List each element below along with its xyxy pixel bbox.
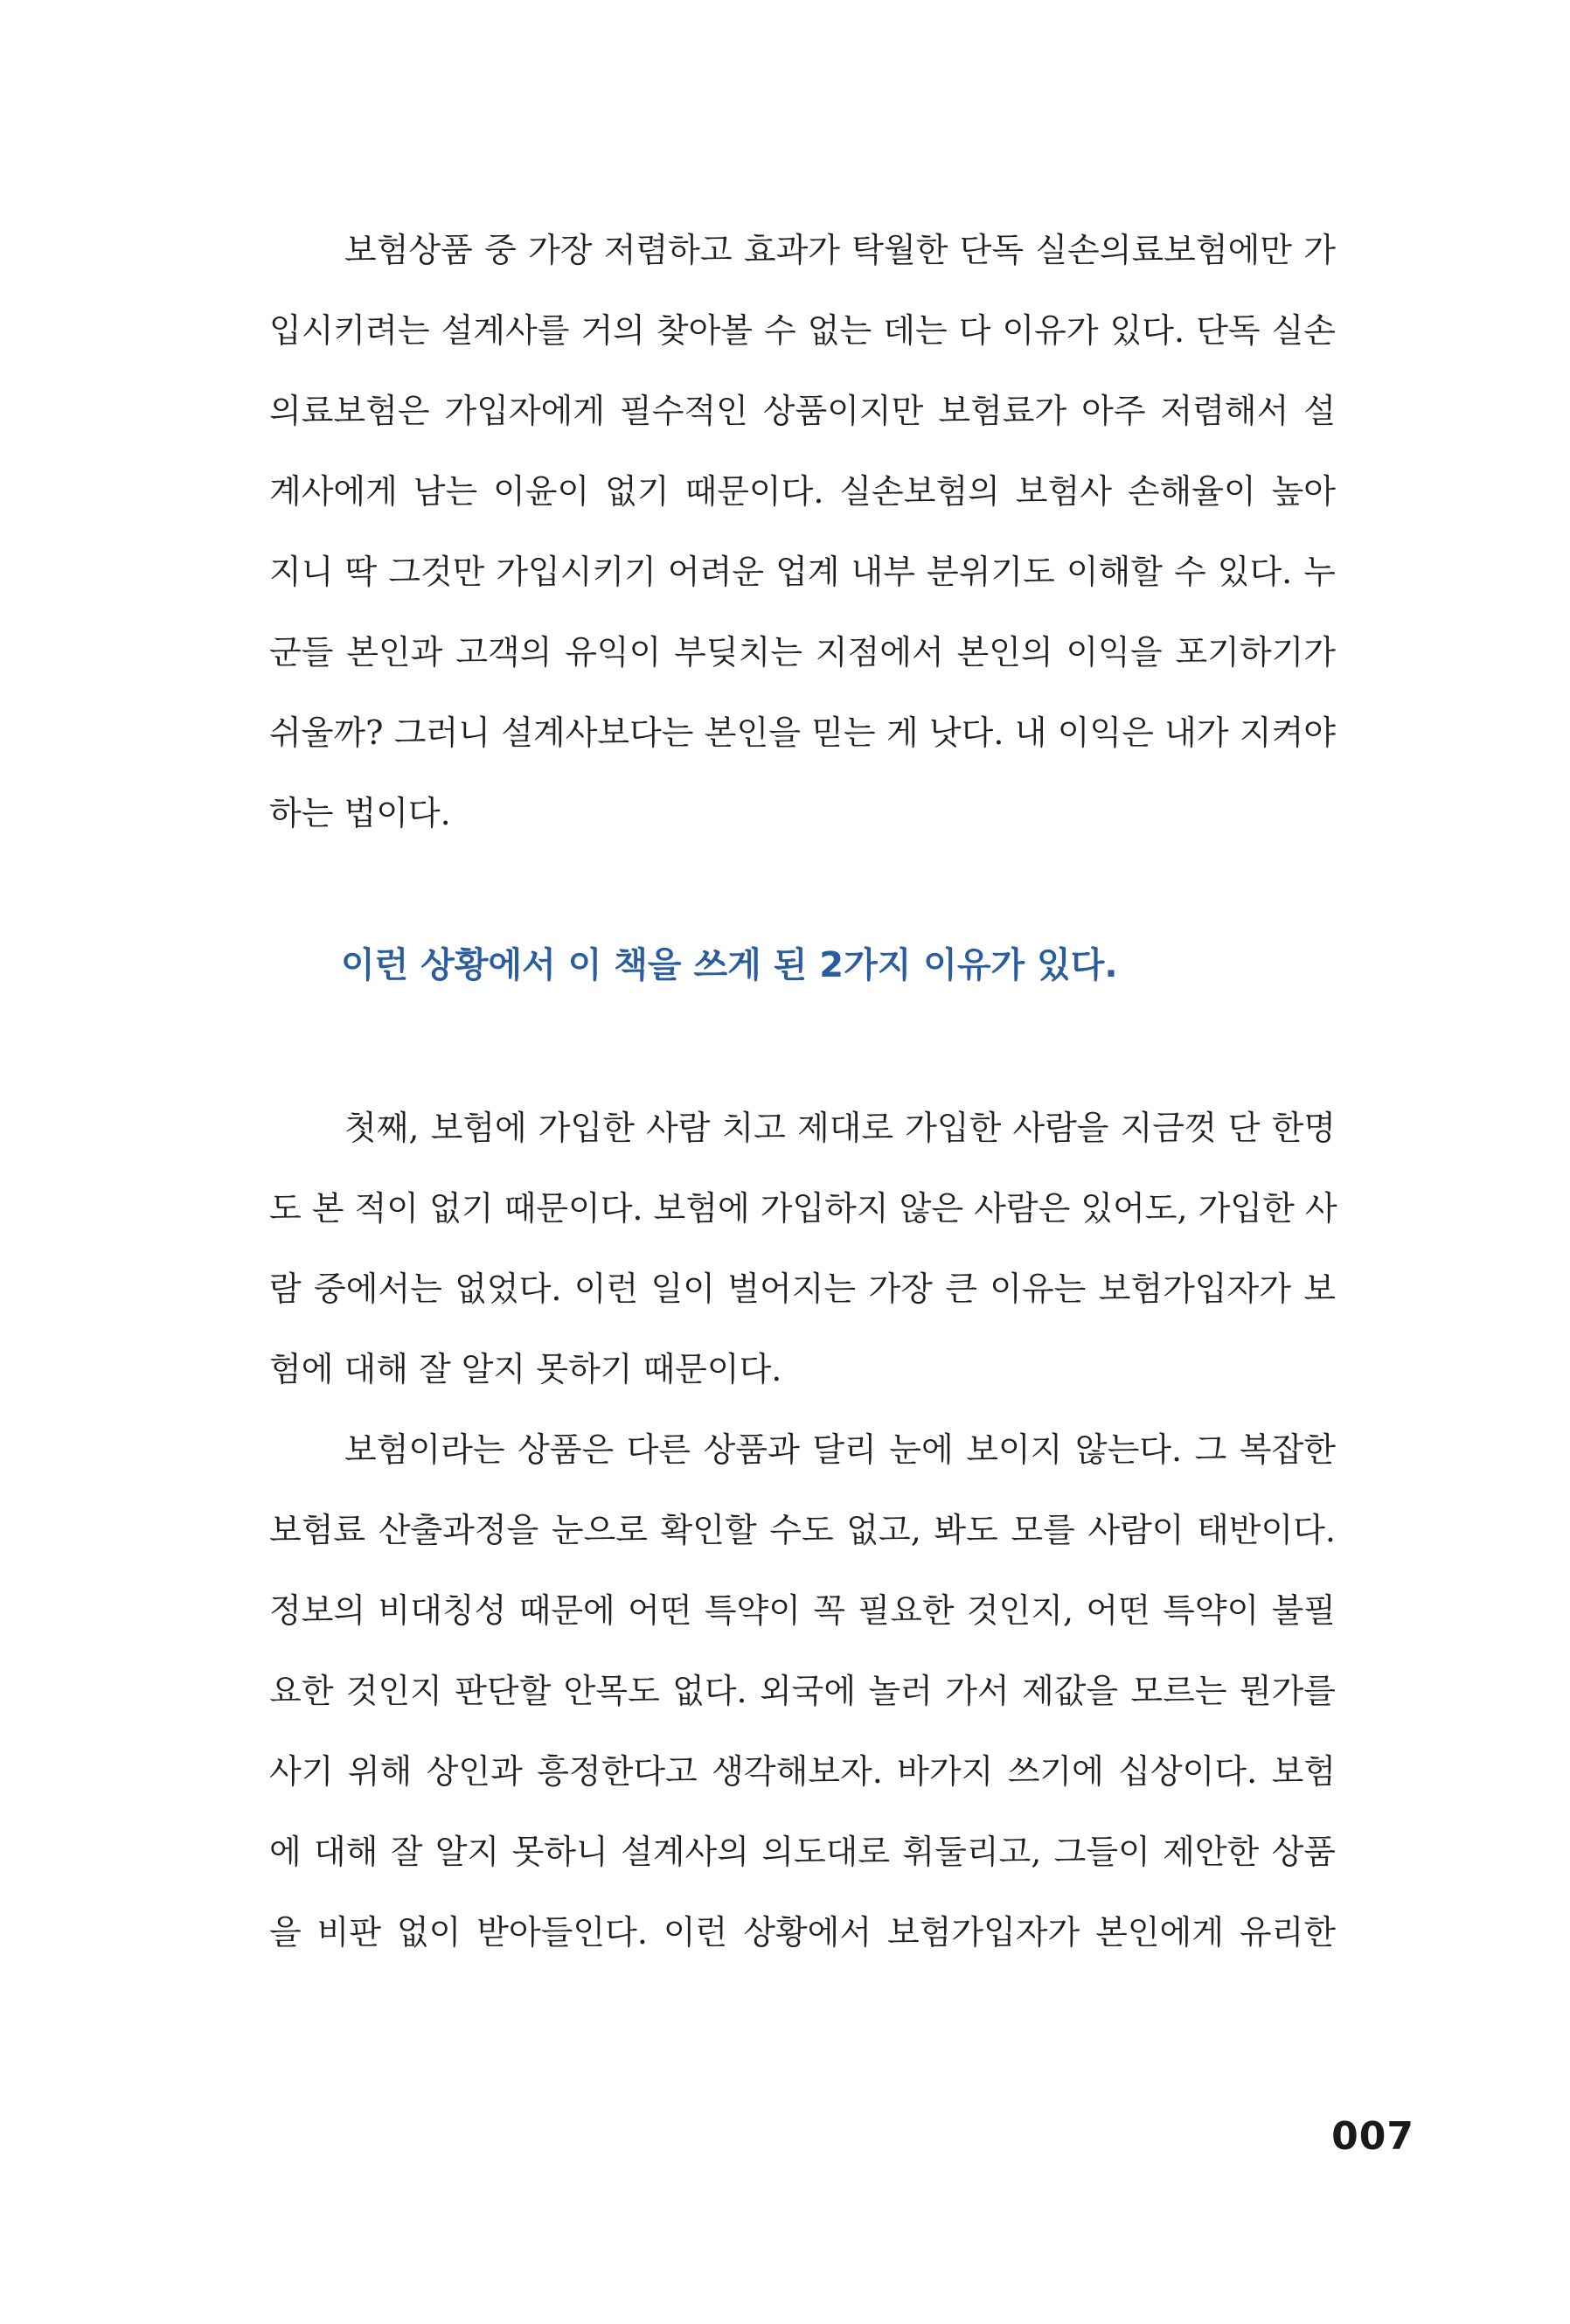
text-line: 하는 법이다. bbox=[269, 794, 451, 832]
page-number: 007 bbox=[1331, 2114, 1414, 2159]
text-line: 계사에게 남는 이윤이 없기 때문이다. 실손보험의 보험사 손해율이 높아 bbox=[269, 472, 1336, 511]
text-line: 사기 위해 상인과 흥정한다고 생각해보자. 바가지 쓰기에 십상이다. 보험 bbox=[269, 1752, 1336, 1791]
text-line: 지니 딱 그것만 가입시키기 어려운 업계 내부 분위기도 이해할 수 있다. 누 bbox=[269, 553, 1336, 591]
text-line: 보험료 산출과정을 눈으로 확인할 수도 없고, 봐도 모를 사람이 태반이다. bbox=[269, 1511, 1336, 1549]
section-heading: 이런 상황에서 이 책을 쓰게 된 2가지 이유가 있다. bbox=[341, 945, 1118, 985]
text-line: 의료보험은 가입자에게 필수적인 상품이지만 보험료가 아주 저렴해서 설 bbox=[269, 392, 1336, 430]
text-line: 을 비판 없이 받아들인다. 이런 상황에서 보험가입자가 본인에게 유리한 bbox=[269, 1913, 1336, 1952]
paragraph-1 bbox=[269, 210, 1336, 853]
paragraph-3 bbox=[269, 1409, 1336, 1973]
text-line: 정보의 비대칭성 때문에 어떤 특약이 꼭 필요한 것인지, 어떤 특약이 불필 bbox=[269, 1591, 1336, 1630]
text-line: 험에 대해 잘 알지 못하기 때문이다. bbox=[269, 1350, 782, 1388]
text-line: 쉬울까? 그러니 설계사보다는 본인을 믿는 게 낫다. 내 이익은 내가 지켜야 bbox=[269, 713, 1336, 752]
text-line: 첫째, 보험에 가입한 사람 치고 제대로 가입한 사람을 지금껏 단 한명 bbox=[344, 1109, 1336, 1147]
text-line: 에 대해 잘 알지 못하니 설계사의 의도대로 휘둘리고, 그들이 제안한 상품 bbox=[269, 1833, 1336, 1871]
text-line: 람 중에서는 없었다. 이런 일이 벌어지는 가장 큰 이유는 보험가입자가 보 bbox=[269, 1270, 1336, 1308]
text-line: 요한 것인지 판단할 안목도 없다. 외국에 놀러 가서 제값을 모르는 뭔가를 bbox=[269, 1672, 1336, 1710]
text-line: 도 본 적이 없기 때문이다. 보험에 가입하지 않은 사람은 있어도, 가입한 사 bbox=[269, 1189, 1337, 1228]
paragraph-2 bbox=[269, 1088, 1336, 1409]
text-line: 보험상품 중 가장 저렴하고 효과가 탁월한 단독 실손의료보험에만 가 bbox=[344, 231, 1336, 269]
text-line: 군들 본인과 고객의 유익이 부딪치는 지점에서 본인의 이익을 포기하기가 bbox=[269, 633, 1336, 671]
text-line: 보험이라는 상품은 다른 상품과 달리 눈에 보이지 않는다. 그 복잡한 bbox=[344, 1430, 1336, 1469]
text-line: 입시키려는 설계사를 거의 찾아볼 수 없는 데는 다 이유가 있다. 단독 실손 bbox=[269, 311, 1336, 350]
